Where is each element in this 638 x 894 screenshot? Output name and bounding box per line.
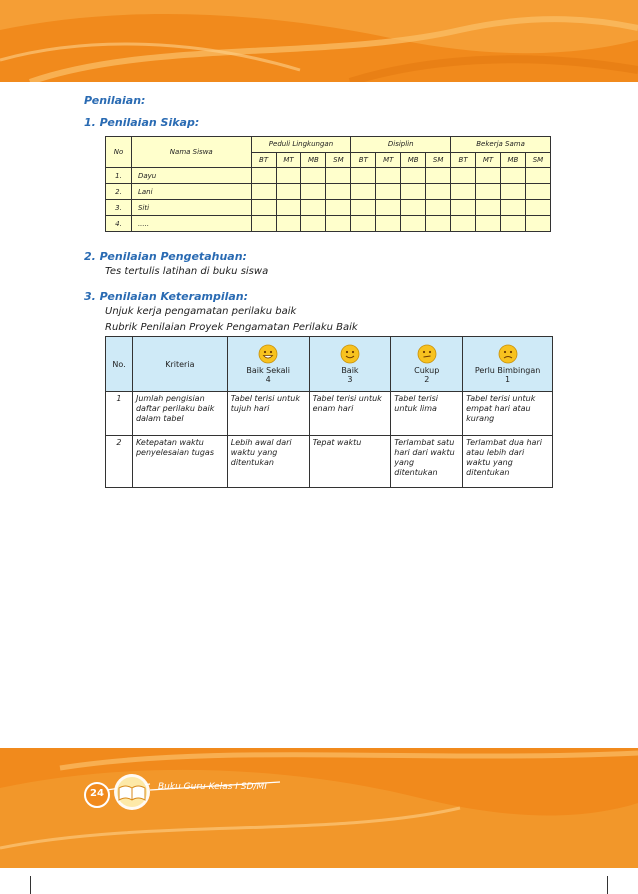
level-score: 1 [505, 375, 511, 384]
heading-penilaian: Penilaian: [84, 94, 146, 107]
row-cell: Terlambat dua hari atau lebih dari waktu yang ditentukan [463, 436, 553, 488]
col-kriteria: Kriteria [132, 337, 227, 392]
heading-penilaian-keterampilan: 3. Penilaian Keterampilan: [84, 290, 249, 303]
level-label: Perlu Bimbingan [474, 366, 541, 375]
subcol: BT [351, 152, 376, 168]
row-no: 1. [106, 168, 132, 184]
col-no: No. [106, 337, 133, 392]
grin-face-icon [258, 344, 278, 364]
row-cell: Tepat waktu [309, 436, 391, 488]
col-nama-siswa: Nama Siswa [131, 137, 251, 168]
row-no: 2 [106, 436, 133, 488]
level-cukup [391, 337, 463, 392]
page-number: 24 [90, 788, 104, 799]
subcol: SM [426, 152, 451, 168]
table-row [106, 200, 551, 216]
smile-face-icon [340, 344, 360, 364]
header-swirl-graphic [0, 0, 638, 82]
row-cell: Terlambat satu hari dari waktu yang ditentukan [391, 436, 463, 488]
sikap-table [105, 136, 551, 232]
level-label: Baik [341, 366, 359, 375]
subcol: MB [500, 152, 525, 168]
row-no: 2. [106, 184, 132, 200]
table-row [106, 168, 551, 184]
subcol: BT [251, 152, 276, 168]
pengetahuan-description: Tes tertulis latihan di buku siswa [105, 266, 269, 277]
header-band [0, 0, 638, 82]
subcol: MT [376, 152, 401, 168]
subcol: MT [276, 152, 301, 168]
level-baik [309, 337, 391, 392]
subcol: MT [476, 152, 501, 168]
crop-mark [30, 876, 31, 894]
subcol: MB [401, 152, 426, 168]
row-no: 4. [106, 216, 132, 232]
row-no: 1 [106, 392, 133, 436]
worried-face-icon [498, 344, 518, 364]
level-score: 2 [424, 375, 430, 384]
subcol: SM [326, 152, 351, 168]
subcol: MB [301, 152, 326, 168]
table-row [106, 216, 551, 232]
row-cell: Lebih awal dari waktu yang ditentukan [227, 436, 309, 488]
row-nama: Siti [131, 200, 251, 216]
heading-penilaian-sikap: 1. Penilaian Sikap: [84, 116, 200, 129]
row-cell: Tabel terisi untuk enam hari [309, 392, 391, 436]
footer-title: Buku Guru Kelas I SD/MI [158, 782, 267, 792]
row-kriteria: Ketepatan waktu penyelesaian tugas [132, 436, 227, 488]
group-disiplin: Disiplin [351, 137, 451, 153]
rubrik-table [105, 336, 553, 488]
keterampilan-description: Unjuk kerja pengamatan perilaku baik [105, 306, 297, 317]
heading-penilaian-pengetahuan: 2. Penilaian Pengetahuan: [84, 250, 247, 263]
row-nama: Lani [131, 184, 251, 200]
col-no: No [106, 137, 132, 168]
row-kriteria: Jumlah pengisian daftar perilaku baik dalam tabel [132, 392, 227, 436]
level-label: Baik Sekali [246, 366, 290, 375]
row-no: 3. [106, 200, 132, 216]
level-perlu-bimbingan [463, 337, 553, 392]
footer-band [0, 748, 638, 868]
row-cell: Tabel terisi untuk tujuh hari [227, 392, 309, 436]
row-nama: ..... [131, 216, 251, 232]
table-row [106, 436, 553, 488]
row-cell: Tabel terisi untuk lima [391, 392, 463, 436]
row-nama: Dayu [131, 168, 251, 184]
book-icon [110, 772, 154, 812]
level-score: 3 [347, 375, 353, 384]
neutral-face-icon [417, 344, 437, 364]
rubrik-title: Rubrik Penilaian Proyek Pengamatan Perilaku Baik [105, 322, 358, 333]
level-score: 4 [265, 375, 271, 384]
row-cell: Tabel terisi untuk empat hari atau kurang [463, 392, 553, 436]
level-label: Cukup [414, 366, 440, 375]
crop-mark [607, 876, 608, 894]
level-baik-sekali [227, 337, 309, 392]
subcol: SM [525, 152, 550, 168]
table-row [106, 392, 553, 436]
group-peduli-lingkungan: Peduli Lingkungan [251, 137, 351, 153]
group-bekerja-sama: Bekerja Sama [451, 137, 551, 153]
subcol: BT [451, 152, 476, 168]
table-row [106, 184, 551, 200]
